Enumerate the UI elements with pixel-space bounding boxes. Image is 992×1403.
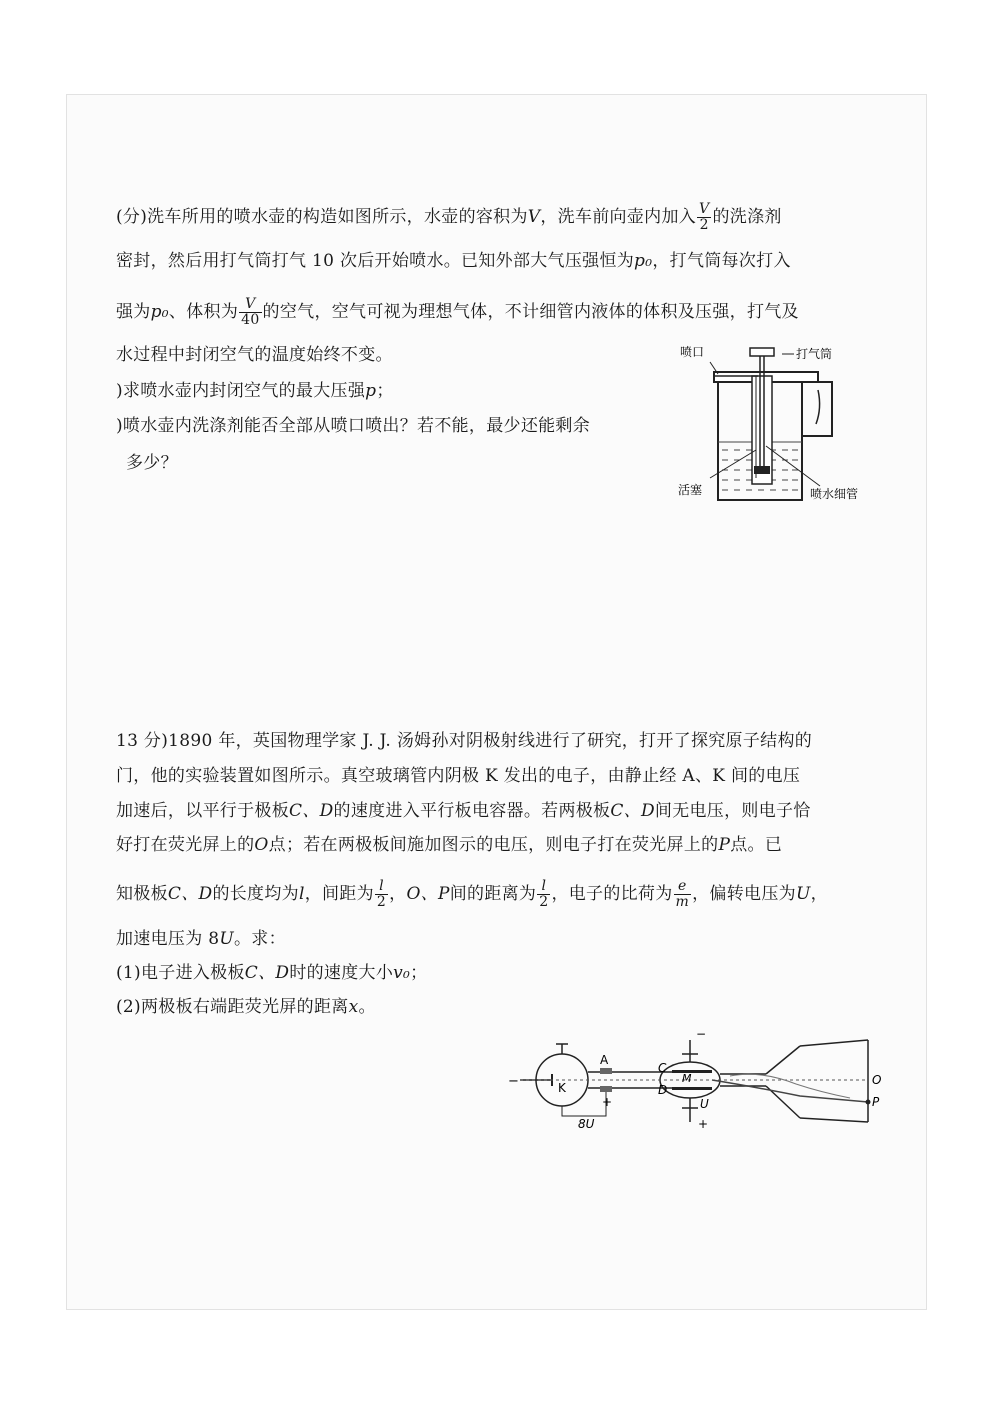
svg-text:−: −	[696, 1027, 707, 1041]
q2-part-2: (2)两极板右端距荧光屏的距离x。	[116, 997, 376, 1017]
label-piston: 活塞	[678, 483, 703, 497]
q1-line-4: 水过程中封闭空气的温度始终不变。	[116, 345, 393, 365]
fraction-v-over-2: $\frac{V}{2}$	[699, 201, 710, 233]
label-M: M	[682, 1072, 692, 1085]
q2-part-1: (1)电子进入极板C、D时的速度大小v₀；	[116, 963, 428, 983]
spray-bottle-figure	[670, 338, 870, 508]
label-C: C	[658, 1061, 667, 1075]
q1-part-2: )喷水壶内洗涤剂能否全部从喷口喷出？若不能，最少还能剩余	[116, 416, 591, 436]
q2-line-2: 门，他的实验装置如图所示。真空玻璃管内阴极 K 发出的电子，由静止经 A、K 间的电压	[116, 766, 801, 786]
q2-line-6: 加速电压为 8U。求：	[116, 929, 286, 949]
label-P: P	[872, 1095, 880, 1109]
q2-line-3: 加速后，以平行于极板C、D的速度进入平行板电容器。若两极板C、D间无电压，则电子恰	[116, 801, 811, 821]
q1-line-2: 密封，然后用打气筒打气 10 次后开始喷水。已知外部大气压强恒为p₀，打气筒每次打入	[116, 251, 791, 271]
fraction-v-over-40: $\frac{V}{40}$	[241, 296, 260, 328]
label-nozzle: 喷口	[680, 345, 705, 359]
q2-line-1: 13 分)1890 年，英国物理学家 J. J. 汤姆孙对阴极射线进行了研究，打开了探究原子结构的	[116, 731, 813, 751]
q1-line-3: 强为p₀、体积为 $\frac{V}{40}$ 的空气，空气可视为理想气体，不计细管内液体的体积及压强，打气及	[116, 296, 799, 328]
svg-text:+: +	[602, 1095, 613, 1109]
q1-part-1: )求喷水壶内封闭空气的最大压强p；	[116, 381, 394, 401]
svg-text:+: +	[698, 1117, 709, 1131]
q1-line-1: (分)洗车所用的喷水壶的构造如图所示，水壶的容积为V，洗车前向壶内加入 $\frac{V}{2}$ 的洗涤剂	[116, 201, 782, 233]
svg-text:−: −	[508, 1074, 519, 1089]
label-8U: 8U	[578, 1117, 595, 1131]
label-O: O	[872, 1073, 882, 1087]
label-pump: 打气筒	[796, 347, 833, 361]
q2-line-4: 好打在荧光屏上的O点；若在两极板间施加图示的电压，则电子打在荧光屏上的P点。已	[116, 835, 783, 855]
label-fine-tube: 喷水细管	[810, 487, 859, 501]
label-K: K	[558, 1081, 566, 1095]
cathode-ray-tube-figure	[500, 1026, 890, 1132]
q2-line-5: 知极板C、D的长度均为l，间距为 $\frac{l}{2}$ ，O、P间的距离为 $\frac{l}{2}$ ，电子的比荷为 $\frac{e}{m}$ ，偏转电压为U，	[116, 878, 828, 910]
label-A: A	[600, 1053, 609, 1067]
label-U: U	[700, 1097, 709, 1111]
label-D: D	[658, 1083, 668, 1097]
q1-part-2-cont: 多少？	[126, 453, 178, 473]
